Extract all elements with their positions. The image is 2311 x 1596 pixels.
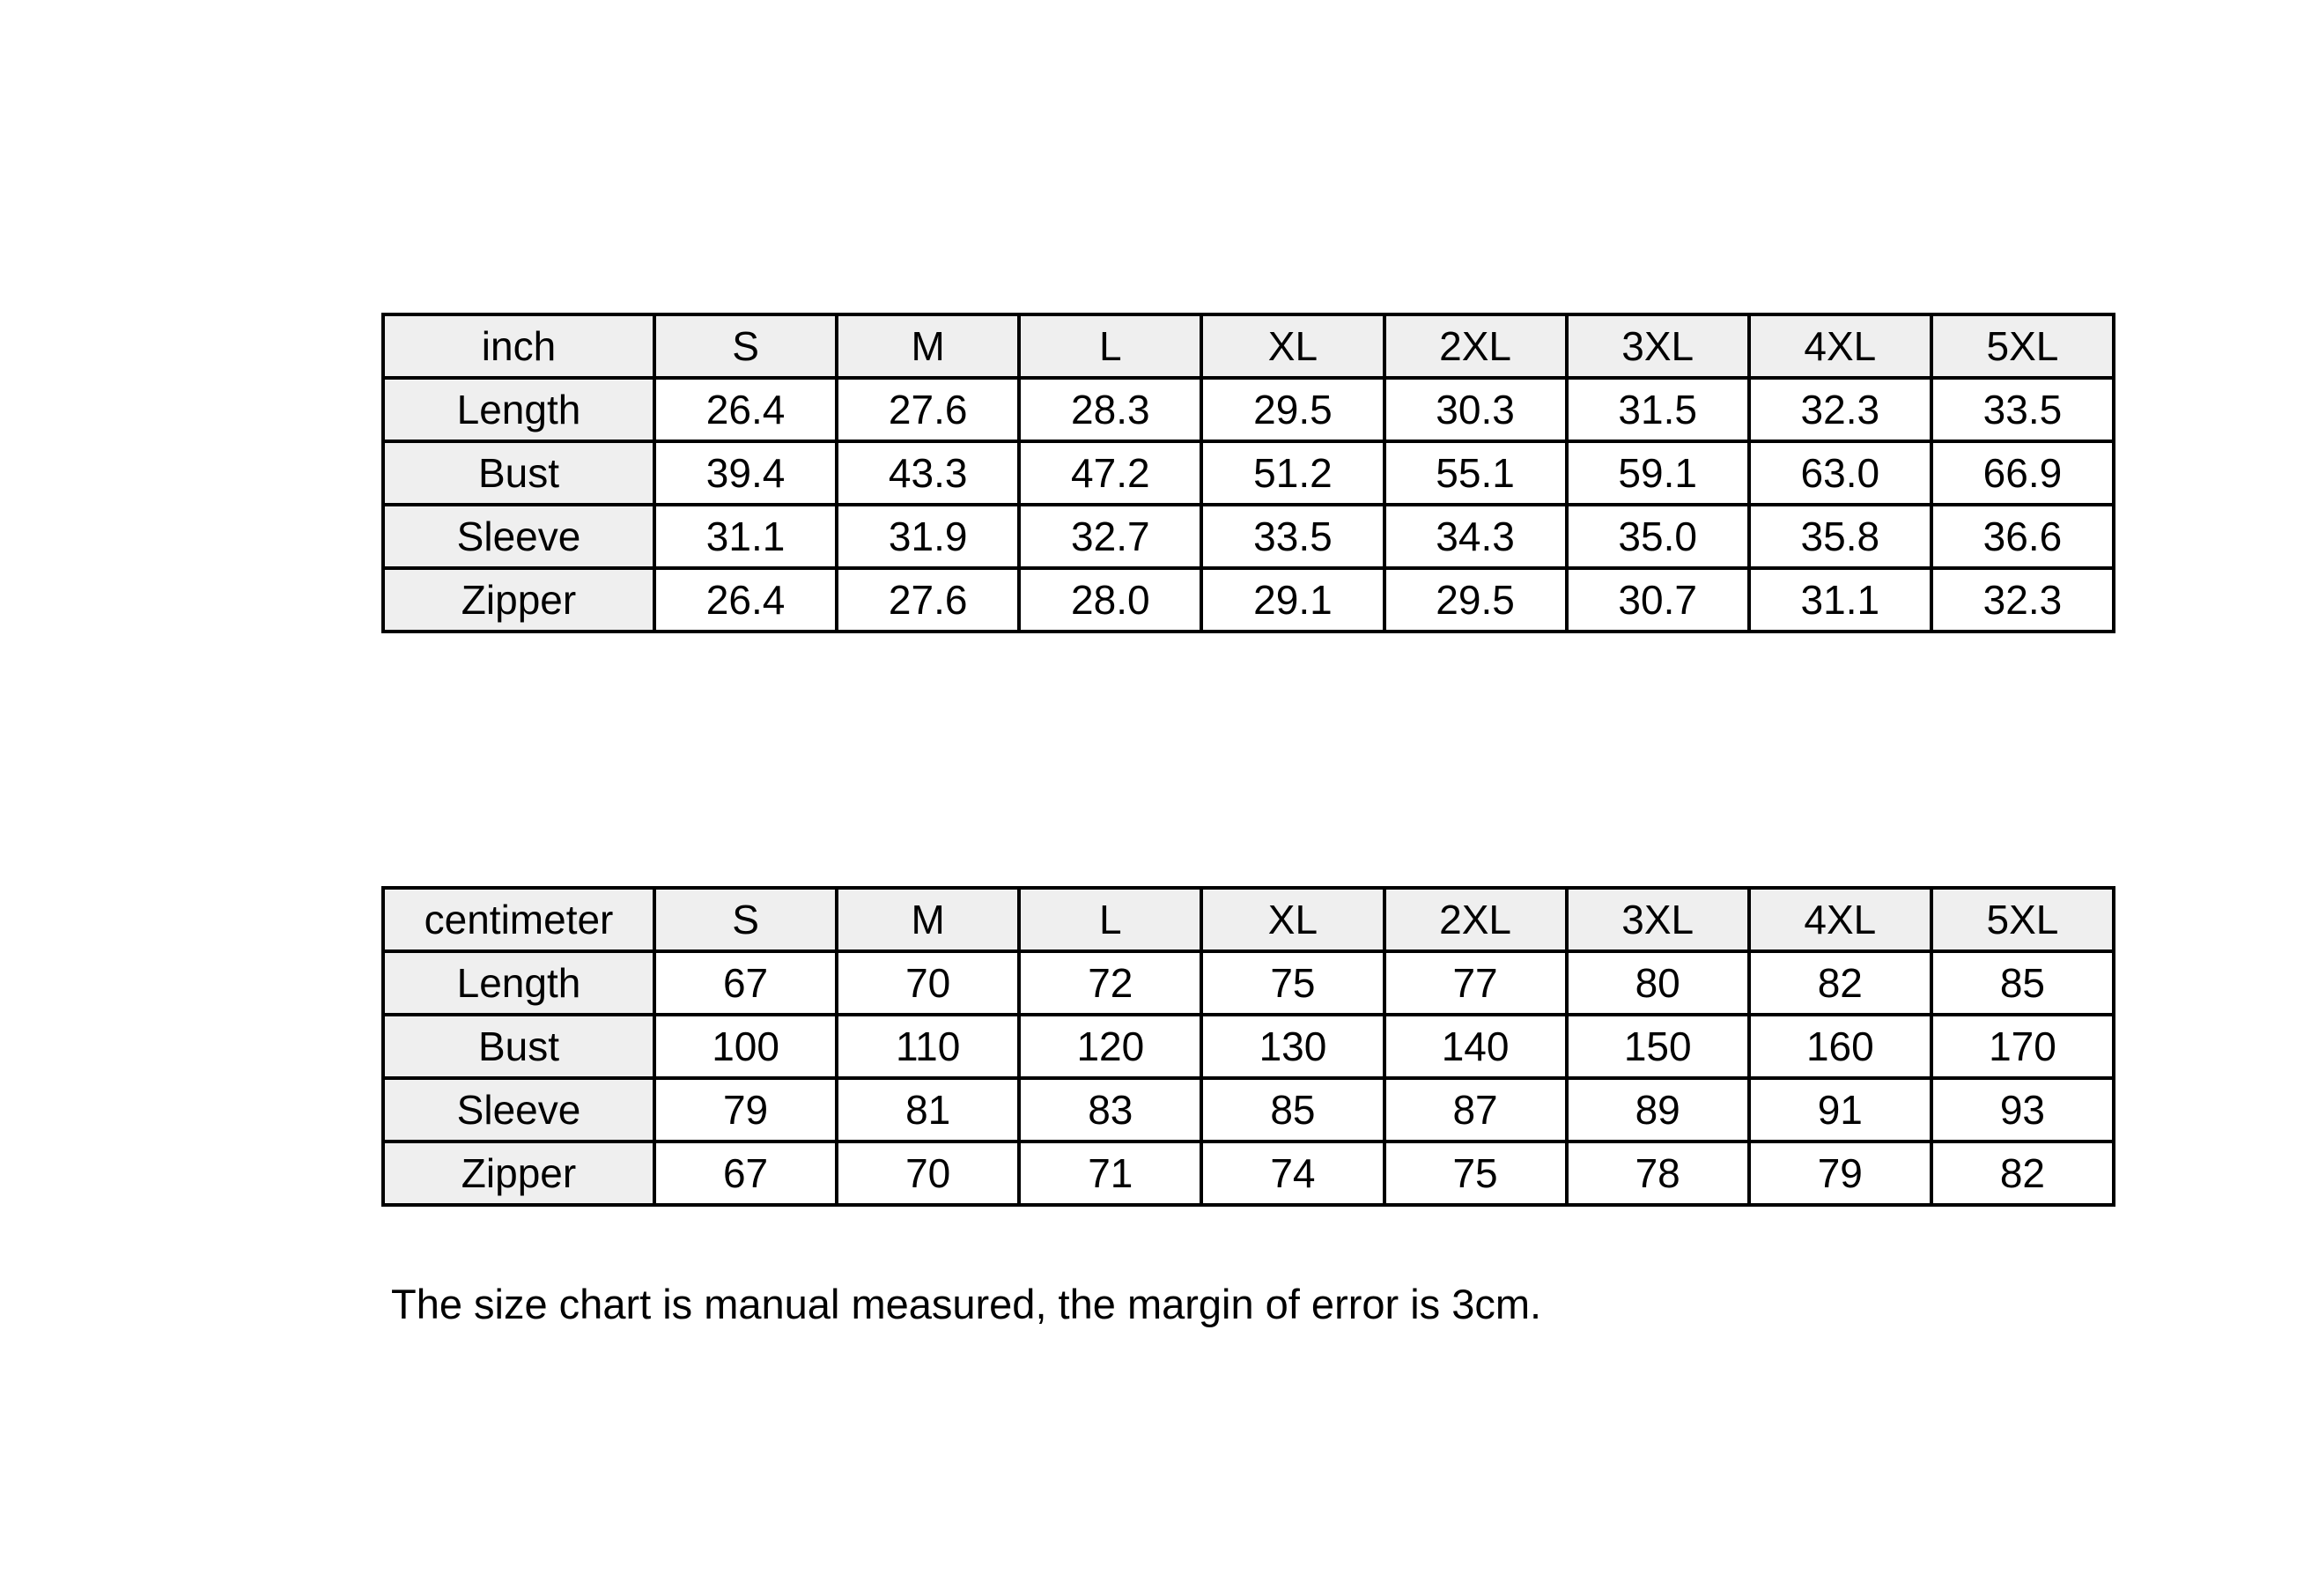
value-cell: 120 <box>1019 1015 1201 1078</box>
value-cell: 36.6 <box>1931 505 2114 568</box>
value-cell: 82 <box>1931 1142 2114 1205</box>
row-label-cell: Bust <box>383 441 654 505</box>
value-cell: 29.5 <box>1384 568 1567 632</box>
measurement-row <box>383 1078 2114 1142</box>
value-cell: 74 <box>1201 1142 1384 1205</box>
value-cell: 39.4 <box>654 441 837 505</box>
value-cell: 47.2 <box>1019 441 1201 505</box>
value-cell: 80 <box>1567 951 1749 1015</box>
value-cell: 85 <box>1201 1078 1384 1142</box>
value-cell: 34.3 <box>1384 505 1567 568</box>
row-label-cell: Zipper <box>383 568 654 632</box>
value-cell: 30.3 <box>1384 378 1567 441</box>
size-column-header: XL <box>1201 888 1384 951</box>
value-cell: 110 <box>837 1015 1019 1078</box>
value-cell: 83 <box>1019 1078 1201 1142</box>
value-cell: 72 <box>1019 951 1201 1015</box>
value-cell: 31.1 <box>1749 568 1931 632</box>
value-cell: 27.6 <box>837 568 1019 632</box>
value-cell: 51.2 <box>1201 441 1384 505</box>
size-table-inch <box>381 313 2115 633</box>
value-cell: 75 <box>1384 1142 1567 1205</box>
value-cell: 32.3 <box>1931 568 2114 632</box>
value-cell: 28.0 <box>1019 568 1201 632</box>
size-column-header: 4XL <box>1749 888 1931 951</box>
value-cell: 91 <box>1749 1078 1931 1142</box>
value-cell: 79 <box>654 1078 837 1142</box>
value-cell: 31.9 <box>837 505 1019 568</box>
value-cell: 29.5 <box>1201 378 1384 441</box>
value-cell: 87 <box>1384 1078 1567 1142</box>
row-label-cell: Sleeve <box>383 505 654 568</box>
value-cell: 89 <box>1567 1078 1749 1142</box>
value-cell: 29.1 <box>1201 568 1384 632</box>
size-table-centimeter <box>381 886 2115 1207</box>
value-cell: 77 <box>1384 951 1567 1015</box>
row-label-cell: Zipper <box>383 1142 654 1205</box>
value-cell: 140 <box>1384 1015 1567 1078</box>
value-cell: 59.1 <box>1567 441 1749 505</box>
size-column-header: S <box>654 314 837 378</box>
value-cell: 43.3 <box>837 441 1019 505</box>
value-cell: 32.3 <box>1749 378 1931 441</box>
value-cell: 28.3 <box>1019 378 1201 441</box>
size-column-header: XL <box>1201 314 1384 378</box>
size-column-header: 5XL <box>1931 314 2114 378</box>
size-column-header: S <box>654 888 837 951</box>
value-cell: 75 <box>1201 951 1384 1015</box>
value-cell: 81 <box>837 1078 1019 1142</box>
size-column-header: L <box>1019 314 1201 378</box>
value-cell: 35.8 <box>1749 505 1931 568</box>
value-cell: 31.1 <box>654 505 837 568</box>
value-cell: 150 <box>1567 1015 1749 1078</box>
measurement-row <box>383 951 2114 1015</box>
size-column-header: 3XL <box>1567 888 1749 951</box>
value-cell: 93 <box>1931 1078 2114 1142</box>
value-cell: 27.6 <box>837 378 1019 441</box>
row-label-cell: Bust <box>383 1015 654 1078</box>
size-column-header: 2XL <box>1384 314 1567 378</box>
row-label-cell: Length <box>383 378 654 441</box>
value-cell: 79 <box>1749 1142 1931 1205</box>
value-cell: 130 <box>1201 1015 1384 1078</box>
size-column-header: L <box>1019 888 1201 951</box>
header-row <box>383 314 2114 378</box>
value-cell: 63.0 <box>1749 441 1931 505</box>
value-cell: 26.4 <box>654 568 837 632</box>
value-cell: 170 <box>1931 1015 2114 1078</box>
measurement-row <box>383 568 2114 632</box>
value-cell: 67 <box>654 1142 837 1205</box>
size-column-header: 2XL <box>1384 888 1567 951</box>
header-row <box>383 888 2114 951</box>
value-cell: 71 <box>1019 1142 1201 1205</box>
value-cell: 31.5 <box>1567 378 1749 441</box>
value-cell: 35.0 <box>1567 505 1749 568</box>
unit-label-cell: centimeter <box>383 888 654 951</box>
value-cell: 55.1 <box>1384 441 1567 505</box>
row-label-cell: Sleeve <box>383 1078 654 1142</box>
measurement-row <box>383 1142 2114 1205</box>
value-cell: 33.5 <box>1931 378 2114 441</box>
value-cell: 67 <box>654 951 837 1015</box>
value-cell: 70 <box>837 1142 1019 1205</box>
size-column-header: 5XL <box>1931 888 2114 951</box>
value-cell: 26.4 <box>654 378 837 441</box>
measurement-row <box>383 1015 2114 1078</box>
measurement-row <box>383 505 2114 568</box>
value-cell: 85 <box>1931 951 2114 1015</box>
value-cell: 66.9 <box>1931 441 2114 505</box>
value-cell: 100 <box>654 1015 837 1078</box>
value-cell: 160 <box>1749 1015 1931 1078</box>
value-cell: 82 <box>1749 951 1931 1015</box>
value-cell: 78 <box>1567 1142 1749 1205</box>
value-cell: 33.5 <box>1201 505 1384 568</box>
measurement-note: The size chart is manual measured, the margin of error is 3cm. <box>391 1281 1542 1327</box>
size-column-header: M <box>837 314 1019 378</box>
row-label-cell: Length <box>383 951 654 1015</box>
size-column-header: 3XL <box>1567 314 1749 378</box>
size-column-header: 4XL <box>1749 314 1931 378</box>
value-cell: 30.7 <box>1567 568 1749 632</box>
size-column-header: M <box>837 888 1019 951</box>
measurement-row <box>383 441 2114 505</box>
value-cell: 32.7 <box>1019 505 1201 568</box>
unit-label-cell: inch <box>383 314 654 378</box>
measurement-row <box>383 378 2114 441</box>
value-cell: 70 <box>837 951 1019 1015</box>
